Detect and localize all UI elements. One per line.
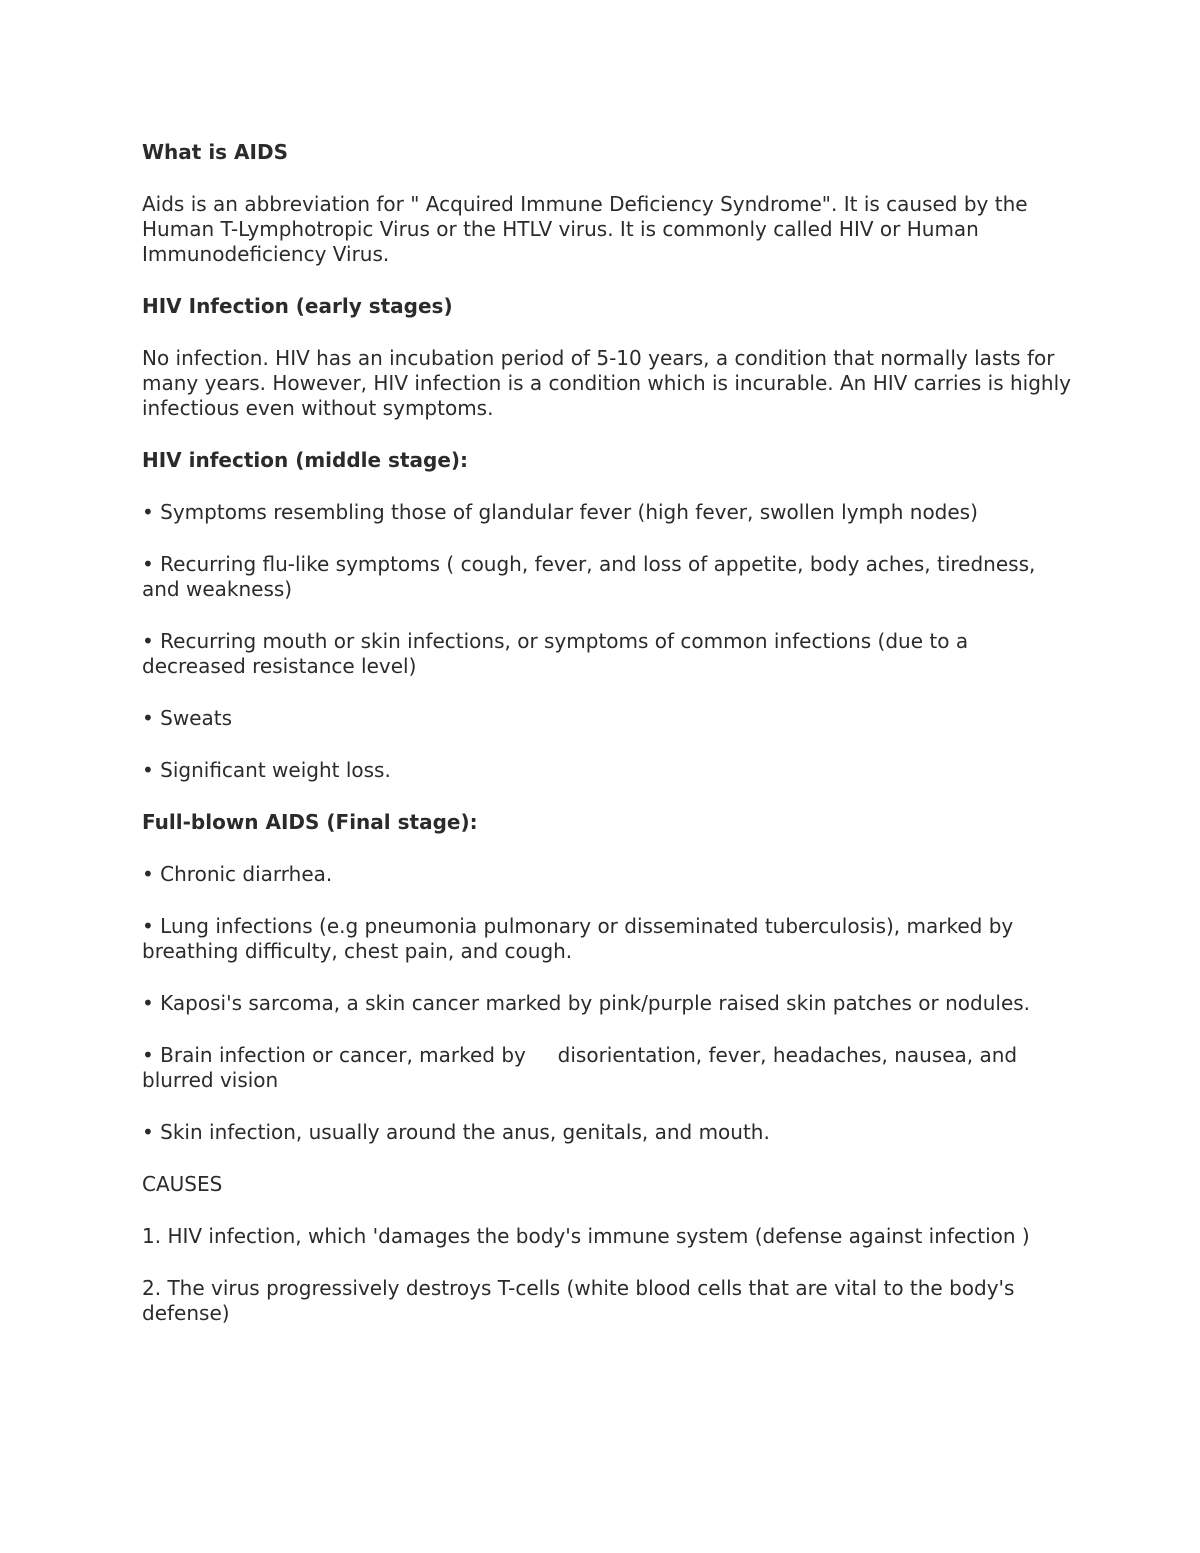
middle-stage-item: • Recurring flu-like symptoms ( cough, fever, and loss of appetite, body aches, tiredness, and weakness) [142,552,1042,601]
middle-stage-item: • Recurring mouth or skin infections, or symptoms of common infections (due to a decreased resistance level) [142,629,975,678]
final-stage-item: • Lung infections (e.g pneumonia pulmonary or disseminated tuberculosis), marked by breathing difficulty, chest pain, and cough. [142,914,1020,963]
middle-stage-item: • Significant weight loss. [142,758,391,782]
final-stage-item: • Chronic diarrhea. [142,862,333,886]
document-body [142,140,1078,1353]
middle-stage-item: • Sweats [142,706,233,730]
cause-item: 2. The virus progressively destroys T-cells (white blood cells that are vital to the body's defense) [142,1276,1021,1325]
early-stage-paragraph: No infection. HIV has an incubation period of 5-10 years, a condition that normally lasts for many years. However, HIV infection is a condition which is incurable. An HIV carries is highly infectious even without symptoms. [142,346,1078,420]
heading-middle-stage: HIV infection (middle stage): [142,448,469,472]
heading-causes: CAUSES [142,1172,223,1196]
intro-paragraph: Aids is an abbreviation for " Acquired Immune Deficiency Syndrome". It is caused by the Human T-Lymphotropic Virus or the HTLV virus. It is commonly called HIV or Human Immunodeficiency Virus. [142,192,1034,266]
heading-final-stage: Full-blown AIDS (Final stage): [142,810,478,834]
cause-item: 1. HIV infection, which 'damages the body's immune system (defense against infection ) [142,1224,1030,1248]
final-stage-item: • Skin infection, usually around the anus, genitals, and mouth. [142,1120,770,1144]
heading-early-stages: HIV Infection (early stages) [142,294,453,318]
final-stage-item: • Brain infection or cancer, marked by disorientation, fever, headaches, nausea, and blurred vision [142,1043,1024,1092]
middle-stage-item: • Symptoms resembling those of glandular fever (high fever, swollen lymph nodes) [142,500,978,524]
heading-what-is-aids: What is AIDS [142,140,288,164]
final-stage-item: • Kaposi's sarcoma, a skin cancer marked by pink/purple raised skin patches or nodules. [142,991,1031,1015]
